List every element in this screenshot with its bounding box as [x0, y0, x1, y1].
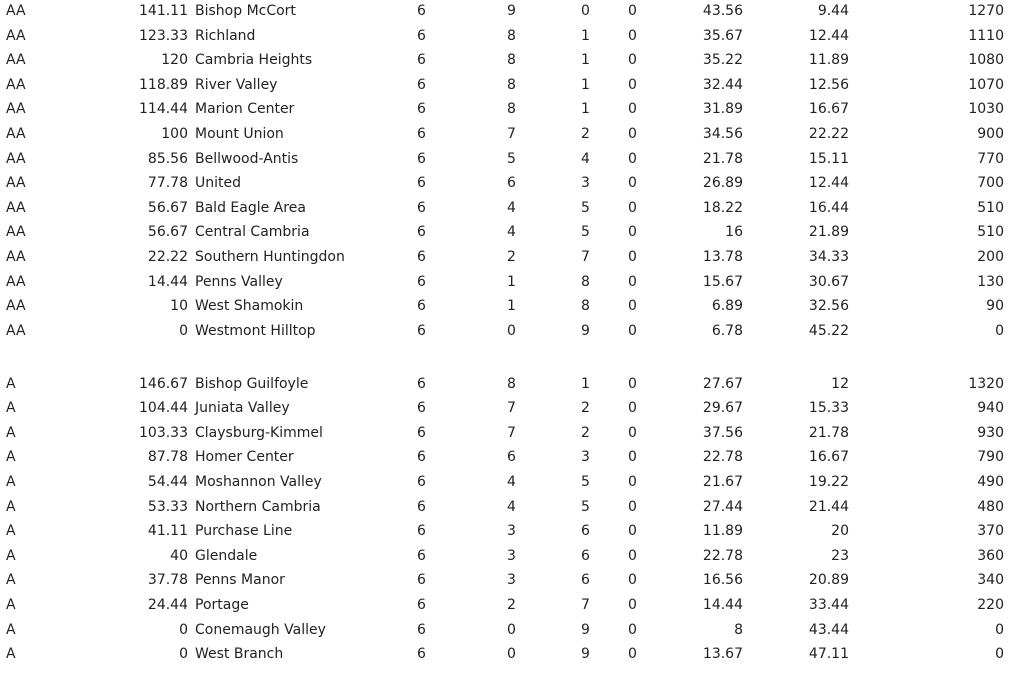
- class-cell: AA: [6, 322, 26, 339]
- team-name-cell: Northern Cambria: [195, 498, 321, 515]
- team-name-cell: Juniata Valley: [195, 400, 290, 417]
- table-row: [0, 270, 1024, 295]
- ties-cell: 0: [628, 27, 637, 44]
- table-row: [0, 73, 1024, 98]
- ties-cell: 0: [628, 646, 637, 663]
- team-name-cell: Portage: [195, 597, 249, 614]
- points-against-cell: 47.11: [808, 646, 849, 663]
- team-name-cell: West Branch: [195, 646, 284, 663]
- team-name-cell: Penns Valley: [195, 273, 283, 290]
- games-cell: 6: [417, 273, 426, 290]
- team-name-cell: Homer Center: [195, 449, 294, 466]
- table-row: [0, 568, 1024, 593]
- points-cell: 53.33: [147, 498, 188, 515]
- team-name-cell: Bellwood-Antis: [195, 150, 299, 167]
- power-rating-cell: 510: [977, 199, 1004, 216]
- standings-group-a: [0, 372, 1024, 667]
- points-against-cell: 43.44: [808, 621, 849, 638]
- power-rating-cell: 490: [977, 474, 1004, 491]
- power-rating-cell: 0: [995, 621, 1004, 638]
- power-rating-cell: 340: [977, 572, 1004, 589]
- losses-cell: 9: [581, 621, 590, 638]
- points-cell: 100: [161, 125, 188, 142]
- team-name-cell: Penns Manor: [195, 572, 285, 589]
- points-against-cell: 16.44: [808, 199, 849, 216]
- points-for-cell: 13.78: [702, 248, 743, 265]
- points-against-cell: 15.33: [808, 400, 849, 417]
- wins-cell: 8: [507, 27, 516, 44]
- games-cell: 6: [417, 498, 426, 515]
- wins-cell: 2: [507, 597, 516, 614]
- ties-cell: 0: [628, 52, 637, 69]
- power-rating-cell: 770: [977, 150, 1004, 167]
- wins-cell: 2: [507, 248, 516, 265]
- games-cell: 6: [417, 400, 426, 417]
- games-cell: 6: [417, 424, 426, 441]
- points-cell: 54.44: [147, 474, 188, 491]
- points-against-cell: 9.44: [817, 3, 849, 19]
- points-against-cell: 15.11: [808, 150, 849, 167]
- power-rating-cell: 510: [977, 224, 1004, 241]
- wins-cell: 7: [507, 424, 516, 441]
- wins-cell: 4: [507, 199, 516, 216]
- ties-cell: 0: [628, 424, 637, 441]
- ties-cell: 0: [628, 125, 637, 142]
- team-name-cell: Marion Center: [195, 101, 295, 118]
- points-for-cell: 11.89: [702, 523, 743, 540]
- points-cell: 141.11: [139, 3, 188, 19]
- games-cell: 6: [417, 375, 426, 392]
- team-name-cell: River Valley: [195, 76, 278, 93]
- team-name-cell: Richland: [195, 27, 256, 44]
- points-for-cell: 16.56: [702, 572, 743, 589]
- team-name-cell: Moshannon Valley: [195, 474, 322, 491]
- points-for-cell: 15.67: [702, 273, 743, 290]
- table-row: [0, 421, 1024, 446]
- table-row: [0, 171, 1024, 196]
- class-cell: AA: [6, 76, 26, 93]
- points-for-cell: 35.67: [702, 27, 743, 44]
- points-against-cell: 16.67: [808, 449, 849, 466]
- ties-cell: 0: [628, 621, 637, 638]
- team-name-cell: Bishop McCort: [195, 3, 296, 19]
- class-cell: AA: [6, 298, 26, 315]
- ties-cell: 0: [628, 150, 637, 167]
- team-name-cell: West Shamokin: [195, 298, 304, 315]
- points-cell: 118.89: [139, 76, 188, 93]
- ties-cell: 0: [628, 248, 637, 265]
- table-row: [0, 372, 1024, 397]
- wins-cell: 7: [507, 400, 516, 417]
- class-cell: AA: [6, 52, 26, 69]
- losses-cell: 5: [581, 199, 590, 216]
- points-for-cell: 35.22: [702, 52, 743, 69]
- games-cell: 6: [417, 3, 426, 19]
- table-row: [0, 319, 1024, 344]
- losses-cell: 1: [581, 27, 590, 44]
- points-for-cell: 27.44: [702, 498, 743, 515]
- points-against-cell: 12.56: [808, 76, 849, 93]
- points-against-cell: 32.56: [808, 298, 849, 315]
- losses-cell: 1: [581, 76, 590, 93]
- wins-cell: 3: [507, 523, 516, 540]
- power-rating-cell: 1320: [968, 375, 1004, 392]
- class-cell: A: [6, 597, 16, 614]
- points-cell: 56.67: [147, 224, 188, 241]
- power-rating-cell: 900: [977, 125, 1004, 142]
- losses-cell: 6: [581, 523, 590, 540]
- points-against-cell: 20.89: [808, 572, 849, 589]
- games-cell: 6: [417, 474, 426, 491]
- class-cell: A: [6, 523, 16, 540]
- losses-cell: 5: [581, 224, 590, 241]
- points-against-cell: 21.89: [808, 224, 849, 241]
- power-rating-cell: 940: [977, 400, 1004, 417]
- games-cell: 6: [417, 449, 426, 466]
- points-cell: 87.78: [147, 449, 188, 466]
- power-rating-cell: 200: [977, 248, 1004, 265]
- points-cell: 37.78: [147, 572, 188, 589]
- power-rating-cell: 480: [977, 498, 1004, 515]
- table-row: [0, 396, 1024, 421]
- power-rating-cell: 0: [995, 322, 1004, 339]
- power-rating-cell: 370: [977, 523, 1004, 540]
- games-cell: 6: [417, 298, 426, 315]
- points-for-cell: 22.78: [702, 547, 743, 564]
- table-row: [0, 24, 1024, 49]
- ties-cell: 0: [628, 572, 637, 589]
- losses-cell: 1: [581, 52, 590, 69]
- ties-cell: 0: [628, 298, 637, 315]
- points-cell: 114.44: [139, 101, 188, 118]
- points-against-cell: 16.67: [808, 101, 849, 118]
- losses-cell: 7: [581, 597, 590, 614]
- power-rating-cell: 90: [986, 298, 1004, 315]
- losses-cell: 3: [581, 175, 590, 192]
- losses-cell: 5: [581, 474, 590, 491]
- class-cell: AA: [6, 199, 26, 216]
- class-cell: AA: [6, 150, 26, 167]
- power-rating-cell: 360: [977, 547, 1004, 564]
- points-cell: 14.44: [147, 273, 188, 290]
- ties-cell: 0: [628, 375, 637, 392]
- ties-cell: 0: [628, 3, 637, 19]
- games-cell: 6: [417, 621, 426, 638]
- points-cell: 40: [170, 547, 188, 564]
- points-against-cell: 21.78: [808, 424, 849, 441]
- points-cell: 85.56: [147, 150, 188, 167]
- games-cell: 6: [417, 597, 426, 614]
- points-cell: 0: [179, 646, 188, 663]
- table-row: [0, 618, 1024, 643]
- ties-cell: 0: [628, 224, 637, 241]
- games-cell: 6: [417, 572, 426, 589]
- wins-cell: 1: [507, 273, 516, 290]
- points-for-cell: 26.89: [702, 175, 743, 192]
- games-cell: 6: [417, 248, 426, 265]
- points-cell: 0: [179, 621, 188, 638]
- team-name-cell: Claysburg-Kimmel: [195, 424, 323, 441]
- points-for-cell: 31.89: [702, 101, 743, 118]
- points-against-cell: 12: [831, 375, 849, 392]
- power-rating-cell: 220: [977, 597, 1004, 614]
- table-row: [0, 97, 1024, 122]
- points-for-cell: 18.22: [702, 199, 743, 216]
- power-rating-cell: 1110: [968, 27, 1004, 44]
- team-name-cell: United: [195, 175, 241, 192]
- wins-cell: 3: [507, 572, 516, 589]
- points-for-cell: 6.89: [711, 298, 743, 315]
- losses-cell: 2: [581, 125, 590, 142]
- points-against-cell: 34.33: [808, 248, 849, 265]
- table-row: [0, 122, 1024, 147]
- points-cell: 56.67: [147, 199, 188, 216]
- losses-cell: 9: [581, 646, 590, 663]
- power-rating-cell: 1270: [968, 3, 1004, 19]
- points-cell: 24.44: [147, 597, 188, 614]
- losses-cell: 8: [581, 298, 590, 315]
- table-row: [0, 593, 1024, 618]
- class-cell: A: [6, 449, 16, 466]
- points-against-cell: 20: [831, 523, 849, 540]
- ties-cell: 0: [628, 523, 637, 540]
- power-rating-cell: 1030: [968, 101, 1004, 118]
- games-cell: 6: [417, 547, 426, 564]
- wins-cell: 6: [507, 449, 516, 466]
- points-for-cell: 21.78: [702, 150, 743, 167]
- losses-cell: 2: [581, 400, 590, 417]
- points-against-cell: 33.44: [808, 597, 849, 614]
- table-row: [0, 544, 1024, 569]
- team-name-cell: Bishop Guilfoyle: [195, 375, 309, 392]
- games-cell: 6: [417, 101, 426, 118]
- losses-cell: 6: [581, 547, 590, 564]
- points-cell: 146.67: [139, 375, 188, 392]
- ties-cell: 0: [628, 273, 637, 290]
- team-name-cell: Conemaugh Valley: [195, 621, 326, 638]
- table-row: [0, 147, 1024, 172]
- team-name-cell: Central Cambria: [195, 224, 310, 241]
- points-cell: 123.33: [139, 27, 188, 44]
- points-against-cell: 45.22: [808, 322, 849, 339]
- team-name-cell: Purchase Line: [195, 523, 293, 540]
- class-cell: AA: [6, 27, 26, 44]
- losses-cell: 2: [581, 424, 590, 441]
- team-name-cell: Southern Huntingdon: [195, 248, 345, 265]
- ties-cell: 0: [628, 498, 637, 515]
- losses-cell: 0: [581, 3, 590, 19]
- points-for-cell: 6.78: [711, 322, 743, 339]
- ties-cell: 0: [628, 101, 637, 118]
- class-cell: AA: [6, 175, 26, 192]
- points-for-cell: 37.56: [702, 424, 743, 441]
- table-row: [0, 196, 1024, 221]
- power-rating-cell: 130: [977, 273, 1004, 290]
- games-cell: 6: [417, 27, 426, 44]
- losses-cell: 4: [581, 150, 590, 167]
- losses-cell: 1: [581, 375, 590, 392]
- class-cell: A: [6, 547, 16, 564]
- points-against-cell: 23: [831, 547, 849, 564]
- points-for-cell: 32.44: [702, 76, 743, 93]
- power-rating-cell: 790: [977, 449, 1004, 466]
- losses-cell: 9: [581, 322, 590, 339]
- table-row: [0, 48, 1024, 73]
- points-against-cell: 11.89: [808, 52, 849, 69]
- losses-cell: 1: [581, 101, 590, 118]
- wins-cell: 0: [507, 621, 516, 638]
- ties-cell: 0: [628, 474, 637, 491]
- class-cell: AA: [6, 3, 26, 19]
- games-cell: 6: [417, 523, 426, 540]
- losses-cell: 6: [581, 572, 590, 589]
- games-cell: 6: [417, 125, 426, 142]
- points-against-cell: 19.22: [808, 474, 849, 491]
- ties-cell: 0: [628, 76, 637, 93]
- games-cell: 6: [417, 76, 426, 93]
- losses-cell: 5: [581, 498, 590, 515]
- power-rating-cell: 1080: [968, 52, 1004, 69]
- class-cell: A: [6, 375, 16, 392]
- wins-cell: 4: [507, 474, 516, 491]
- points-against-cell: 12.44: [808, 175, 849, 192]
- games-cell: 6: [417, 175, 426, 192]
- ties-cell: 0: [628, 547, 637, 564]
- points-cell: 77.78: [147, 175, 188, 192]
- wins-cell: 8: [507, 375, 516, 392]
- points-for-cell: 27.67: [702, 375, 743, 392]
- wins-cell: 0: [507, 646, 516, 663]
- ties-cell: 0: [628, 400, 637, 417]
- team-name-cell: Glendale: [195, 547, 258, 564]
- points-cell: 103.33: [139, 424, 188, 441]
- team-name-cell: Westmont Hilltop: [195, 322, 316, 339]
- table-row: [0, 0, 1024, 24]
- points-against-cell: 30.67: [808, 273, 849, 290]
- team-name-cell: Mount Union: [195, 125, 284, 142]
- class-cell: AA: [6, 101, 26, 118]
- games-cell: 6: [417, 224, 426, 241]
- power-rating-cell: 1070: [968, 76, 1004, 93]
- team-name-cell: Bald Eagle Area: [195, 199, 306, 216]
- games-cell: 6: [417, 150, 426, 167]
- wins-cell: 9: [507, 3, 516, 19]
- points-for-cell: 8: [734, 621, 743, 638]
- points-against-cell: 12.44: [808, 27, 849, 44]
- points-for-cell: 34.56: [702, 125, 743, 142]
- class-cell: A: [6, 621, 16, 638]
- points-for-cell: 22.78: [702, 449, 743, 466]
- team-name-cell: Cambria Heights: [195, 52, 313, 69]
- games-cell: 6: [417, 199, 426, 216]
- table-row: [0, 470, 1024, 495]
- table-row: [0, 445, 1024, 470]
- table-row: [0, 294, 1024, 319]
- class-cell: A: [6, 474, 16, 491]
- class-cell: A: [6, 424, 16, 441]
- ties-cell: 0: [628, 597, 637, 614]
- losses-cell: 8: [581, 273, 590, 290]
- class-cell: AA: [6, 273, 26, 290]
- wins-cell: 5: [507, 150, 516, 167]
- ties-cell: 0: [628, 199, 637, 216]
- games-cell: 6: [417, 52, 426, 69]
- wins-cell: 0: [507, 322, 516, 339]
- points-cell: 0: [179, 322, 188, 339]
- points-for-cell: 16: [725, 224, 743, 241]
- wins-cell: 4: [507, 224, 516, 241]
- points-cell: 22.22: [147, 248, 188, 265]
- wins-cell: 7: [507, 125, 516, 142]
- points-cell: 120: [161, 52, 188, 69]
- power-rating-cell: 0: [995, 646, 1004, 663]
- wins-cell: 6: [507, 175, 516, 192]
- wins-cell: 8: [507, 52, 516, 69]
- class-cell: A: [6, 400, 16, 417]
- class-cell: AA: [6, 224, 26, 241]
- points-against-cell: 21.44: [808, 498, 849, 515]
- wins-cell: 8: [507, 101, 516, 118]
- points-cell: 104.44: [139, 400, 188, 417]
- wins-cell: 4: [507, 498, 516, 515]
- table-row: [0, 220, 1024, 245]
- losses-cell: 3: [581, 449, 590, 466]
- points-cell: 10: [170, 298, 188, 315]
- table-row: [0, 642, 1024, 667]
- class-cell: A: [6, 646, 16, 663]
- power-rating-cell: 930: [977, 424, 1004, 441]
- ties-cell: 0: [628, 449, 637, 466]
- table-row: [0, 245, 1024, 270]
- points-against-cell: 22.22: [808, 125, 849, 142]
- wins-cell: 1: [507, 298, 516, 315]
- points-for-cell: 13.67: [702, 646, 743, 663]
- class-cell: AA: [6, 125, 26, 142]
- class-cell: A: [6, 498, 16, 515]
- points-for-cell: 14.44: [702, 597, 743, 614]
- losses-cell: 7: [581, 248, 590, 265]
- games-cell: 6: [417, 646, 426, 663]
- points-for-cell: 29.67: [702, 400, 743, 417]
- table-row: [0, 495, 1024, 520]
- ties-cell: 0: [628, 322, 637, 339]
- points-for-cell: 43.56: [702, 3, 743, 19]
- points-for-cell: 21.67: [702, 474, 743, 491]
- class-cell: A: [6, 572, 16, 589]
- class-cell: AA: [6, 248, 26, 265]
- table-row: [0, 519, 1024, 544]
- ties-cell: 0: [628, 175, 637, 192]
- games-cell: 6: [417, 322, 426, 339]
- wins-cell: 8: [507, 76, 516, 93]
- wins-cell: 3: [507, 547, 516, 564]
- points-cell: 41.11: [147, 523, 188, 540]
- power-rating-cell: 700: [977, 175, 1004, 192]
